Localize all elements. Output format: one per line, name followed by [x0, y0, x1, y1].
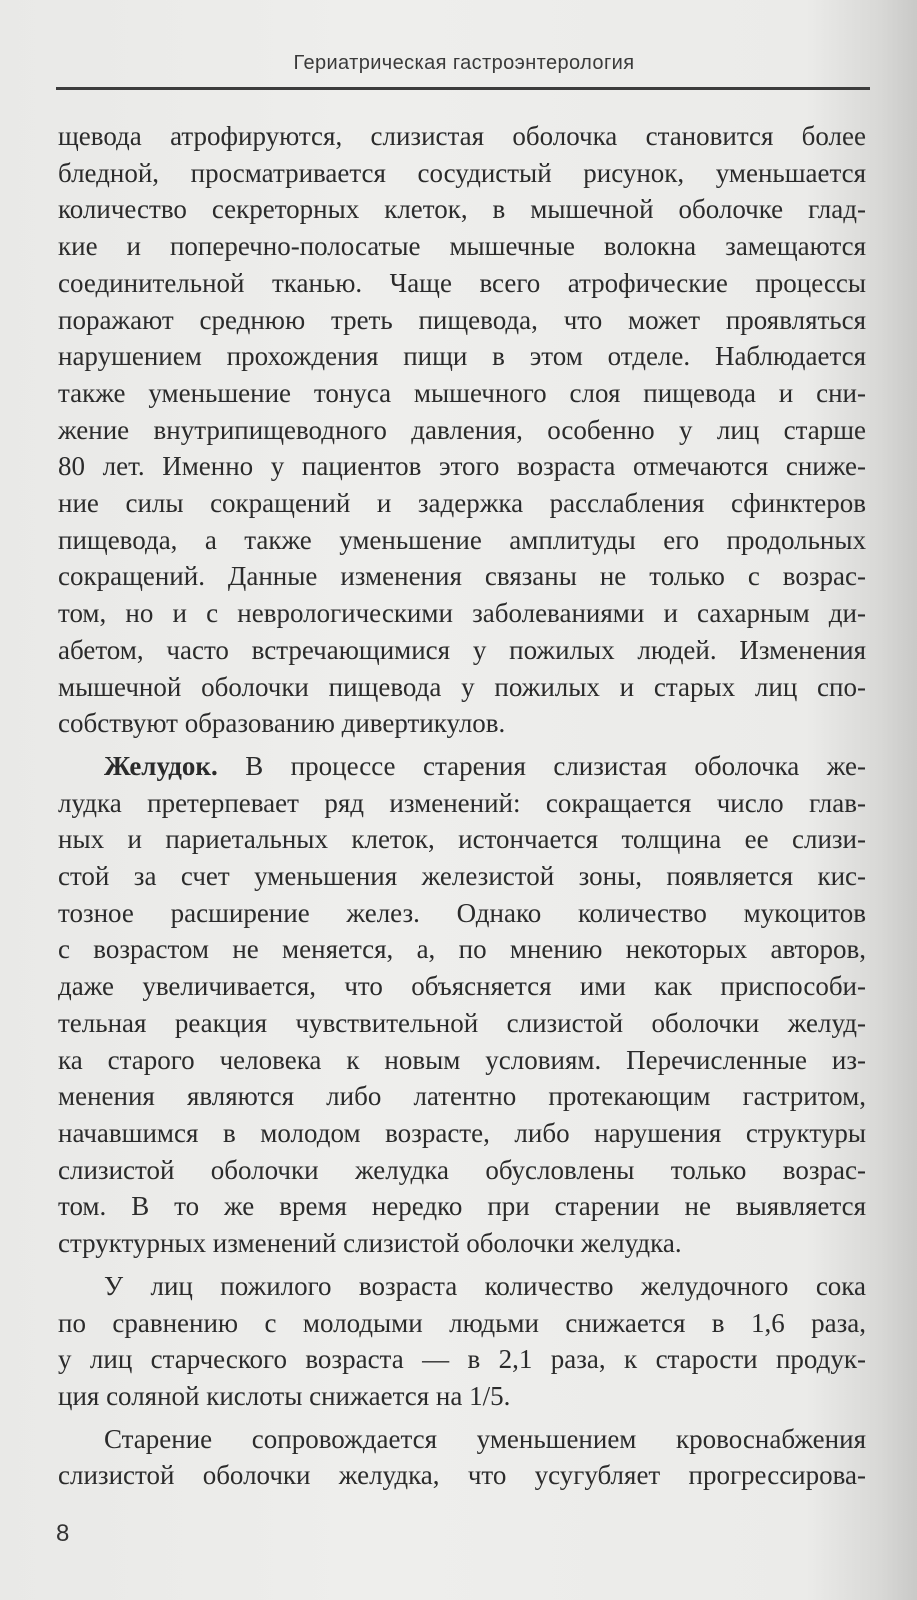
text-line: том. В то же время нередко при старении не выявляется — [58, 1191, 866, 1222]
text-run: В процессе старения слизистая оболочка же- — [217, 750, 866, 781]
text-line: нарушением прохождения пищи в этом отделе. Наблюдается — [58, 341, 866, 372]
text-line: лудка претерпевает ряд изменений: сокращается число глав- — [58, 787, 866, 818]
text-line: слизистой оболочки желудка обусловлены только возрас- — [58, 1154, 866, 1185]
text-line: ция соляной кислоты снижается на 1/5. — [58, 1380, 511, 1411]
text-line: ных и париетальных клеток, истончается толщина ее слизи- — [58, 824, 866, 855]
text-line: У лиц пожилого возраста количество желудочного сока — [104, 1270, 866, 1301]
text-line: мышечной оболочки пищевода у пожилых и старых лиц спо- — [58, 671, 866, 702]
text-line: щевода атрофируются, слизистая оболочка становится более — [58, 121, 866, 151]
paragraph-gastric-juice — [58, 1268, 866, 1415]
body-text — [58, 118, 866, 1494]
text-line: у лиц старческого возраста — в 2,1 раза, к старости продук- — [58, 1344, 866, 1375]
text-line: слизистой оболочки желудка, что усугубляет прогрессирова- — [58, 1460, 866, 1491]
text-line: менения являются либо латентно протекающим гастритом, — [58, 1081, 866, 1112]
text-line: 80 лет. Именно у пациентов этого возраста отмечаются сниже- — [58, 451, 866, 482]
header-rule — [56, 87, 870, 90]
running-header: Гериатрическая гастроэнтерология — [293, 52, 635, 74]
paragraph-esophagus — [58, 118, 866, 742]
section-lead: Желудок. — [104, 750, 218, 781]
text-line — [58, 748, 866, 785]
paragraph-blood-supply — [58, 1421, 866, 1494]
text-line: по сравнению с молодыми людьми снижается в 1,6 раза, — [58, 1307, 866, 1338]
text-line: соединительной тканью. Чаще всего атрофические процессы — [58, 267, 866, 298]
text-line: тозное расширение желез. Однако количество мукоцитов — [58, 897, 866, 928]
text-line: начавшимся в молодом возрасте, либо нарушения структуры — [58, 1117, 866, 1148]
text-line: жение внутрипищеводного давления, особенно у лиц старше — [58, 414, 866, 445]
text-line: пищевода, а также уменьшение амплитуды его продольных — [58, 524, 866, 555]
text-line: стой за счет уменьшения железистой зоны, появляется кис- — [58, 861, 866, 892]
text-line: ка старого человека к новым условиям. Перечисленные из- — [58, 1044, 866, 1075]
text-line: ние силы сокращений и задержка расслабления сфинктеров — [58, 488, 866, 519]
text-line: абетом, часто встречающимися у пожилых людей. Изменения — [58, 634, 866, 665]
text-line: собствуют образованию дивертикулов. — [58, 708, 506, 739]
text-line: с возрастом не меняется, а, по мнению некоторых авторов, — [58, 934, 866, 965]
text-line: том, но и с неврологическими заболеваниями и сахарным ди- — [58, 598, 866, 629]
page-number: 8 — [56, 1520, 70, 1547]
text-line: количество секреторных клеток, в мышечной оболочке глад- — [58, 194, 866, 225]
text-line: кие и поперечно-полосатые мышечные волокна замещаются — [58, 231, 866, 262]
paragraph-stomach — [58, 748, 866, 1262]
text-line: тельная реакция чувствительной слизистой оболочки желуд- — [58, 1007, 866, 1038]
text-line: структурных изменений слизистой оболочки желудка. — [58, 1228, 682, 1259]
text-line: бледной, просматривается сосудистый рисунок, уменьшается — [58, 157, 866, 188]
text-line: сокращений. Данные изменения связаны не только с возрас- — [58, 561, 866, 592]
text-line: Старение сопровождается уменьшением кровоснабжения — [104, 1423, 866, 1454]
text-line: поражают среднюю треть пищевода, что может проявляться — [58, 304, 866, 335]
text-line: также уменьшение тонуса мышечного слоя пищевода и сни- — [58, 377, 866, 408]
text-line: даже увеличивается, что объясняется ими как приспособи- — [58, 971, 866, 1002]
